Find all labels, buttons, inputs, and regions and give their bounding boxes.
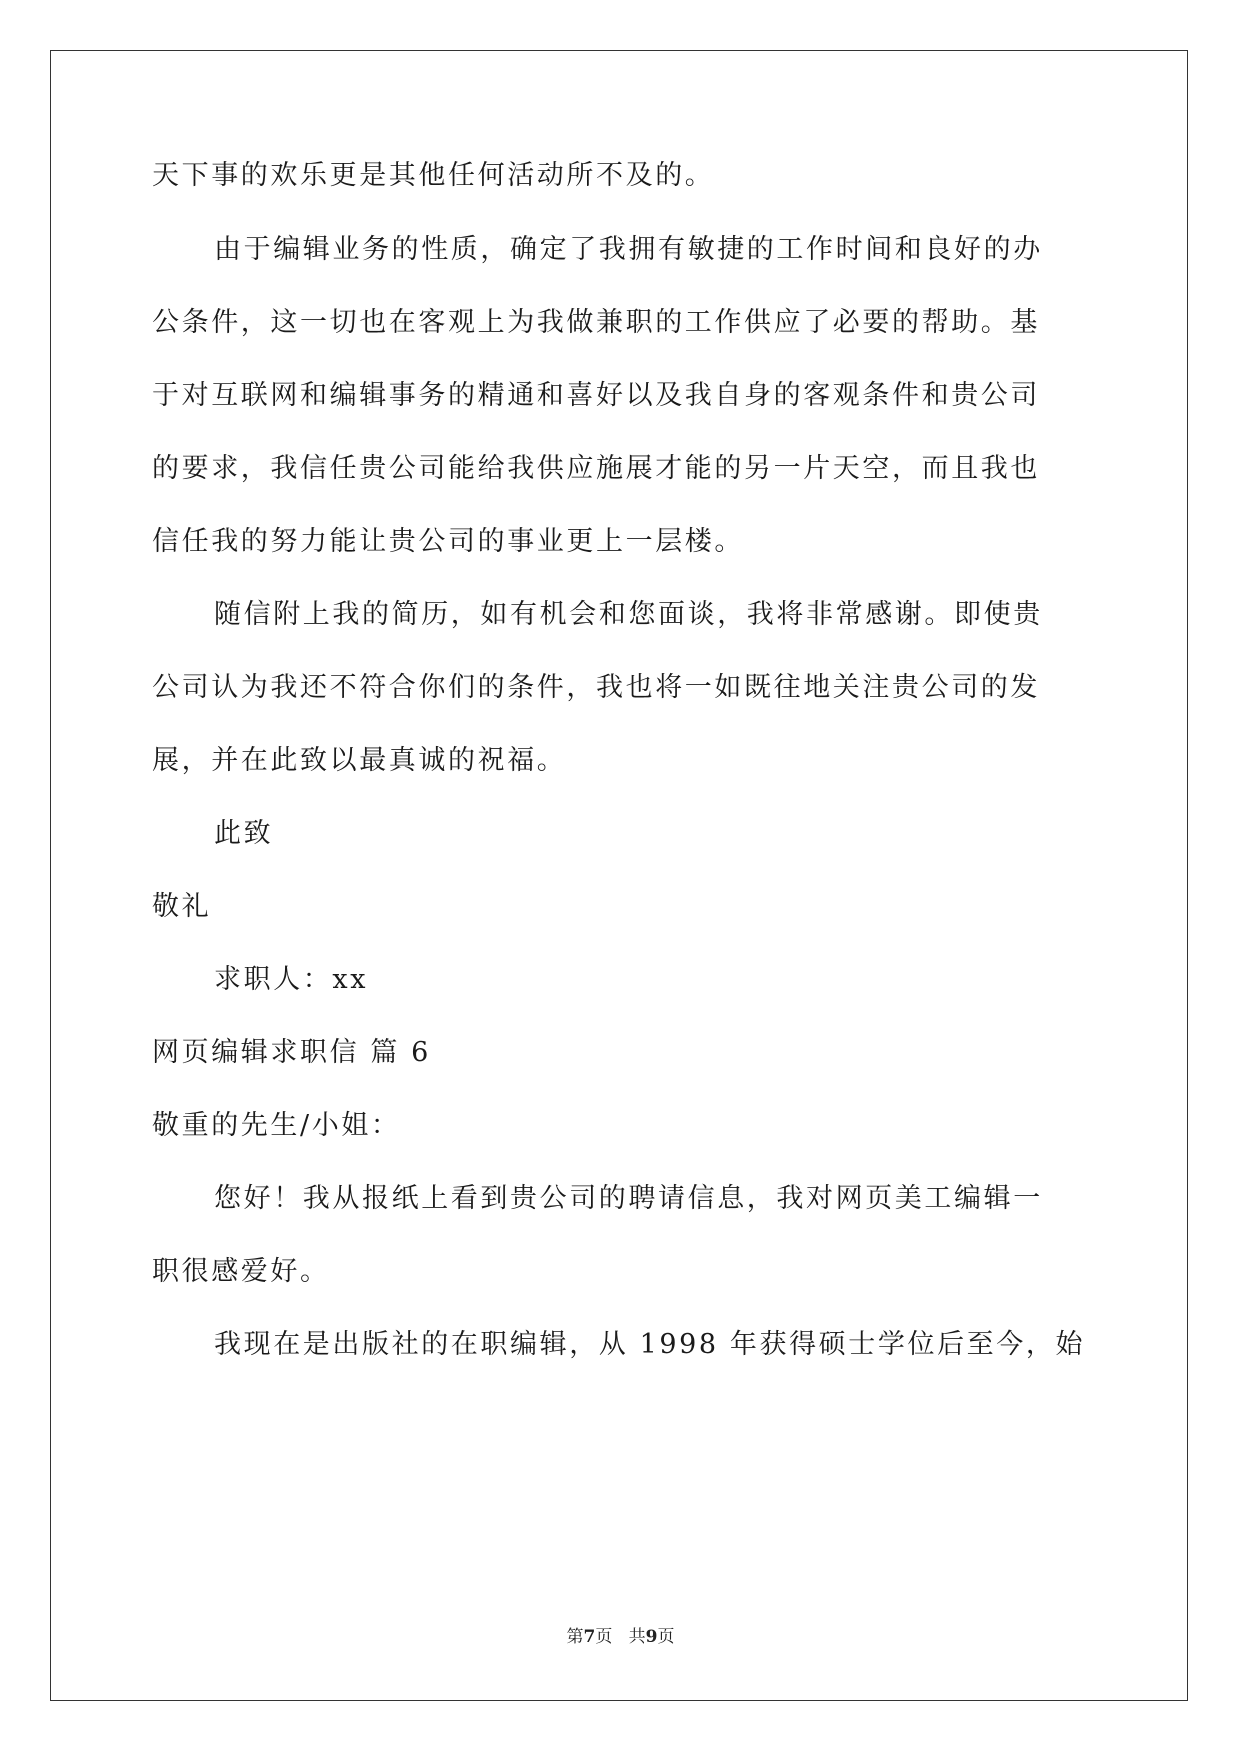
paragraph-start-line: 由于编辑业务的性质，确定了我拥有敏捷的工作时间和良好的办 (214, 234, 1043, 265)
text-line: 信任我的努力能让贵公司的事业更上一层楼。 (152, 526, 744, 557)
current-page-number: 7 (583, 1627, 596, 1647)
page-suffix: 页 (595, 1627, 613, 1647)
paragraph-start-line: 随信附上我的简历，如有机会和您面谈，我将非常感谢。即使贵 (214, 599, 1043, 630)
paragraph-start-line: 您好！我从报纸上看到贵公司的聘请信息，我对网页美工编辑一 (214, 1183, 1043, 1214)
paragraph-start-line: 我现在是出版社的在职编辑，从 1998 年获得硕士学位后至今，始 (214, 1329, 1086, 1360)
closing-salutation: 此致 (214, 818, 274, 849)
total-page-number: 9 (645, 1627, 658, 1647)
page-footer (0, 1626, 1241, 1648)
section-heading: 网页编辑求职信 篇 6 (152, 1037, 431, 1068)
closing-regards: 敬礼 (152, 891, 212, 922)
text-line: 展，并在此致以最真诚的祝福。 (152, 745, 567, 776)
text-line: 的要求，我信任贵公司能给我供应施展才能的另一片天空，而且我也 (152, 453, 1040, 484)
text-line: 公司认为我还不符合你们的条件，我也将一如既往地关注贵公司的发 (152, 672, 1040, 703)
text-line: 天下事的欢乐更是其他任何活动所不及的。 (152, 160, 715, 191)
page-prefix: 第 (566, 1627, 584, 1647)
total-prefix: 共 (628, 1627, 646, 1647)
total-suffix: 页 (657, 1627, 675, 1647)
text-line: 于对互联网和编辑事务的精通和喜好以及我自身的客观条件和贵公司 (152, 380, 1040, 411)
text-line: 公条件，这一切也在客观上为我做兼职的工作供应了必要的帮助。基 (152, 307, 1040, 338)
page-border (50, 50, 1188, 1701)
greeting-line: 敬重的先生/小姐： (152, 1110, 401, 1141)
text-line: 职很感爱好。 (152, 1256, 330, 1287)
signature-line: 求职人：xx (214, 964, 369, 995)
